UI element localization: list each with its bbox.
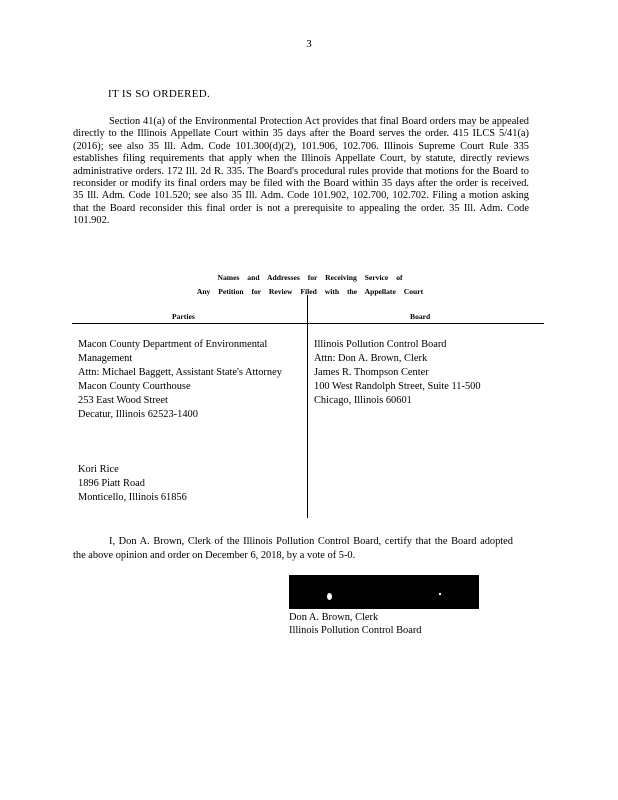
address-line: Attn: Michael Baggett, Assistant State's Attorney xyxy=(78,367,282,378)
address-line: Attn: Don A. Brown, Clerk xyxy=(314,353,428,364)
address-line: Illinois Pollution Control Board xyxy=(314,339,447,350)
address-line: 100 West Randolph Street, Suite 11-500 xyxy=(314,381,481,392)
page-number: 3 xyxy=(306,38,312,50)
service-table-heading xyxy=(150,271,470,299)
so-ordered-line: IT IS SO ORDERED. xyxy=(108,88,211,100)
address-line: 253 East Wood Street xyxy=(78,395,168,406)
parties-column-header: Parties xyxy=(172,312,195,321)
table-header-rule xyxy=(72,323,544,324)
address-line: 1896 Piatt Road xyxy=(78,478,145,489)
address-line: Macon County Department of Environmental Management xyxy=(78,339,268,364)
clerk-certification: I, Don A. Brown, Clerk of the Illinois Pollution Control Board, certify that the Board adopted the above opinion and order on December 6, 2018, by a vote of 5-0. xyxy=(73,536,513,561)
signature-mark xyxy=(327,593,332,600)
address-line: Chicago, Illinois 60601 xyxy=(314,395,412,406)
address-line: Kori Rice xyxy=(78,464,119,475)
address-line: Monticello, Illinois 61856 xyxy=(78,492,187,503)
redacted-signature xyxy=(289,575,479,609)
board-address xyxy=(314,338,481,408)
service-table-heading-line1: Names and Addresses for Receiving Service of xyxy=(217,273,403,282)
appeal-rights-paragraph: Section 41(a) of the Environmental Protection Act provides that final Board orders may be appealed directly to the Illinois Appellate Court within 35 days after the Board serves the order. 415 ILCS 5/41(a) (2016); see also 35 Ill. Adm. Code 101.300(d)(2), 101.906, 102.706. Illinois Supreme Court Rule 335 establishes filing requirements that apply when the Illinois Appellate Court, by statute, directly reviews administrative orders. 172 Ill. 2d R. 335. The Board's procedural rules provide that motions for the Board to reconsider or modify its final orders may be filed with the Board within 35 days after the order is received. 35 Ill. Adm. Code 101.520; see also 35 Ill. Adm. Code 101.902, 102.700, 102.702. Filing a motion asking that the Board reconsider this final order is not a prerequisite to appealing the order. 35 Ill. Adm. Code 101.902. xyxy=(73,116,529,227)
signature-mark xyxy=(439,593,441,595)
address-line: Decatur, Illinois 62523-1400 xyxy=(78,409,198,420)
party-address-kori-rice xyxy=(78,463,187,505)
address-line: James R. Thompson Center xyxy=(314,367,429,378)
table-column-divider xyxy=(307,295,308,518)
signer-organization: Illinois Pollution Control Board xyxy=(289,625,422,636)
address-line: Macon County Courthouse xyxy=(78,381,191,392)
signer-name: Don A. Brown, Clerk xyxy=(289,612,379,623)
service-table-heading-line2: Any Petition for Review Filed with the Appellate Court xyxy=(196,287,424,296)
signature-block xyxy=(289,611,422,637)
board-column-header: Board xyxy=(410,312,431,321)
party-address-macon-county xyxy=(78,338,298,422)
